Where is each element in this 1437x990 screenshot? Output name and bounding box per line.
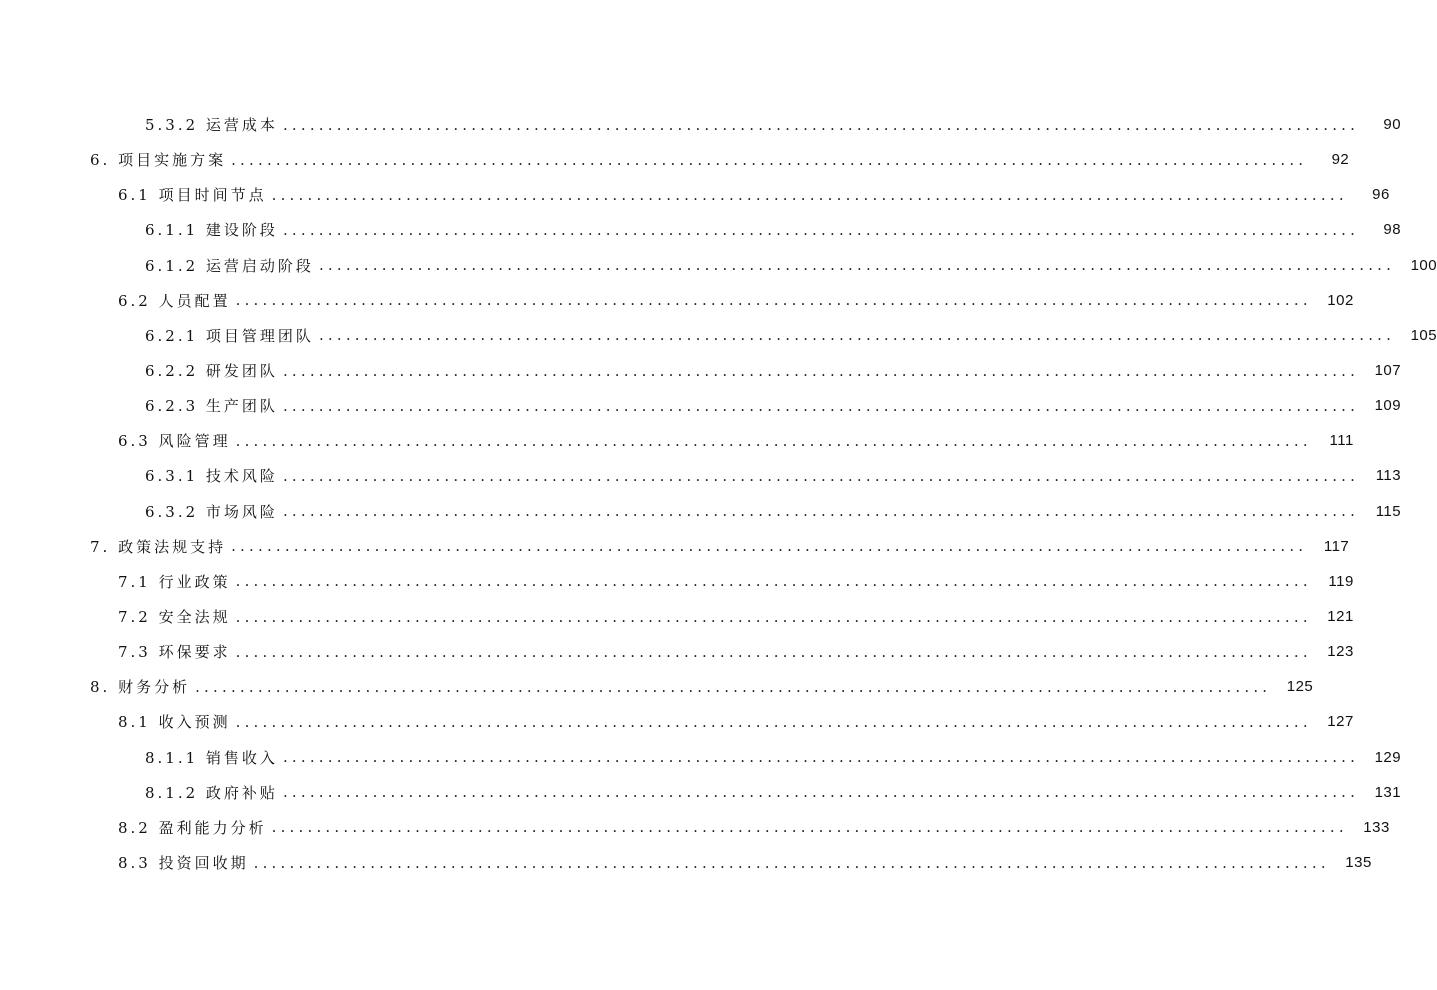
toc-page-number: 127 — [1327, 713, 1354, 731]
toc-dot-leader: ........................................................................................................................ — [235, 712, 1312, 731]
toc-entry-label: 6.1 项目时间节点 — [118, 186, 267, 205]
toc-page-number: 133 — [1363, 818, 1390, 836]
toc-dot-leader: ........................................................................................................................ — [235, 291, 1312, 310]
toc-entry[interactable] — [0, 388, 1402, 423]
toc-entry-label: 7.2 安全法规 — [118, 608, 231, 627]
toc-entry[interactable] — [0, 458, 1402, 493]
toc-dot-leader: ........................................................................................................................ — [282, 783, 1360, 802]
toc-entry[interactable] — [0, 529, 1350, 564]
toc-dot-leader: ........................................................................................................................ — [195, 677, 1272, 696]
toc-dot-leader: ........................................................................................................................ — [253, 853, 1330, 872]
toc-page-number: 100 — [1410, 256, 1437, 274]
toc-dot-leader: ........................................................................................................................ — [318, 326, 1396, 345]
toc-dot-leader: ........................................................................................................................ — [282, 502, 1360, 521]
toc-entry[interactable] — [0, 177, 1390, 212]
toc-entry[interactable] — [0, 494, 1402, 529]
toc-entry[interactable] — [0, 248, 1437, 283]
toc-entry-label: 8. 财务分析 — [90, 678, 191, 697]
toc-entry-label: 8.1.2 政府补贴 — [145, 783, 278, 802]
toc-dot-leader: ........................................................................................................................ — [235, 431, 1312, 450]
toc-entry[interactable] — [0, 423, 1354, 458]
toc-entry[interactable] — [0, 634, 1354, 669]
toc-entry-label: 6.3.1 技术风险 — [145, 467, 278, 486]
toc-entry-label: 6.2.1 项目管理团队 — [145, 326, 314, 345]
toc-page-number: 135 — [1345, 854, 1372, 872]
toc-dot-leader: ........................................................................................................................ — [318, 256, 1396, 275]
toc-entry[interactable] — [0, 318, 1437, 353]
toc-entry-label: 7.1 行业政策 — [118, 572, 231, 591]
toc-dot-leader: ........................................................................................................................ — [271, 185, 1348, 204]
toc-entry[interactable] — [0, 564, 1354, 599]
toc-entry-label: 8.1 收入预测 — [118, 713, 231, 732]
toc-dot-leader: ........................................................................................................................ — [235, 572, 1312, 591]
toc-page-number: 107 — [1374, 362, 1402, 380]
table-of-contents — [0, 107, 1437, 880]
toc-entry-label: 5.3.2 运营成本 — [145, 116, 278, 135]
toc-dot-leader: ........................................................................................................................ — [282, 396, 1360, 415]
toc-entry-label: 6.2 人员配置 — [118, 291, 231, 310]
toc-page-number: 123 — [1327, 643, 1354, 661]
toc-entry[interactable] — [0, 142, 1350, 177]
toc-dot-leader: ........................................................................................................................ — [271, 818, 1348, 837]
toc-page-number: 109 — [1374, 397, 1402, 415]
toc-page-number: 115 — [1375, 502, 1402, 520]
toc-dot-leader: ........................................................................................................................ — [282, 361, 1360, 380]
toc-page-number: 92 — [1331, 151, 1350, 169]
toc-entry[interactable] — [0, 704, 1354, 739]
toc-entry-label: 8.2 盈利能力分析 — [118, 818, 267, 837]
toc-page-number: 102 — [1327, 291, 1354, 309]
toc-page-number: 105 — [1410, 326, 1437, 344]
toc-page-number: 111 — [1329, 432, 1354, 450]
toc-page-number: 117 — [1323, 537, 1350, 555]
toc-entry[interactable] — [0, 775, 1402, 810]
toc-entry-label: 7. 政策法规支持 — [90, 537, 227, 556]
toc-page-number: 90 — [1383, 116, 1402, 134]
toc-entry[interactable] — [0, 810, 1390, 845]
toc-entry-label: 7.3 环保要求 — [118, 643, 231, 662]
toc-entry[interactable] — [0, 599, 1354, 634]
toc-page-number: 125 — [1286, 678, 1314, 696]
toc-entry[interactable] — [0, 283, 1354, 318]
toc-entry[interactable] — [0, 669, 1314, 704]
toc-page-number: 119 — [1328, 572, 1354, 590]
toc-page-number: 129 — [1374, 748, 1402, 766]
toc-entry-label: 6.3.2 市场风险 — [145, 502, 278, 521]
toc-entry[interactable] — [0, 107, 1402, 142]
toc-entry-label: 8.3 投资回收期 — [118, 854, 249, 873]
toc-page-number: 113 — [1375, 467, 1402, 485]
toc-dot-leader: ........................................................................................................................ — [235, 642, 1312, 661]
toc-dot-leader: ........................................................................................................................ — [282, 466, 1360, 485]
toc-page-number: 131 — [1374, 783, 1402, 801]
toc-page-number: 121 — [1327, 608, 1354, 626]
toc-entry[interactable] — [0, 845, 1372, 880]
toc-entry-label: 6. 项目实施方案 — [90, 151, 227, 170]
toc-entry-label: 6.1.1 建设阶段 — [145, 221, 278, 240]
toc-page-number: 98 — [1383, 221, 1402, 239]
toc-entry[interactable] — [0, 212, 1402, 247]
toc-entry[interactable] — [0, 740, 1402, 775]
toc-dot-leader: ........................................................................................................................ — [231, 537, 1308, 556]
toc-entry-label: 6.1.2 运营启动阶段 — [145, 256, 314, 275]
toc-dot-leader: ........................................................................................................................ — [231, 150, 1308, 169]
toc-dot-leader: ........................................................................................................................ — [282, 748, 1360, 767]
toc-dot-leader: ........................................................................................................................ — [282, 115, 1360, 134]
toc-entry[interactable] — [0, 353, 1402, 388]
toc-entry-label: 6.2.3 生产团队 — [145, 397, 278, 416]
toc-dot-leader: ........................................................................................................................ — [235, 607, 1312, 626]
toc-entry-label: 6.3 风险管理 — [118, 432, 231, 451]
toc-entry-label: 8.1.1 销售收入 — [145, 748, 278, 767]
toc-page-number: 96 — [1372, 186, 1390, 204]
toc-dot-leader: ........................................................................................................................ — [282, 220, 1360, 239]
toc-entry-label: 6.2.2 研发团队 — [145, 362, 278, 381]
